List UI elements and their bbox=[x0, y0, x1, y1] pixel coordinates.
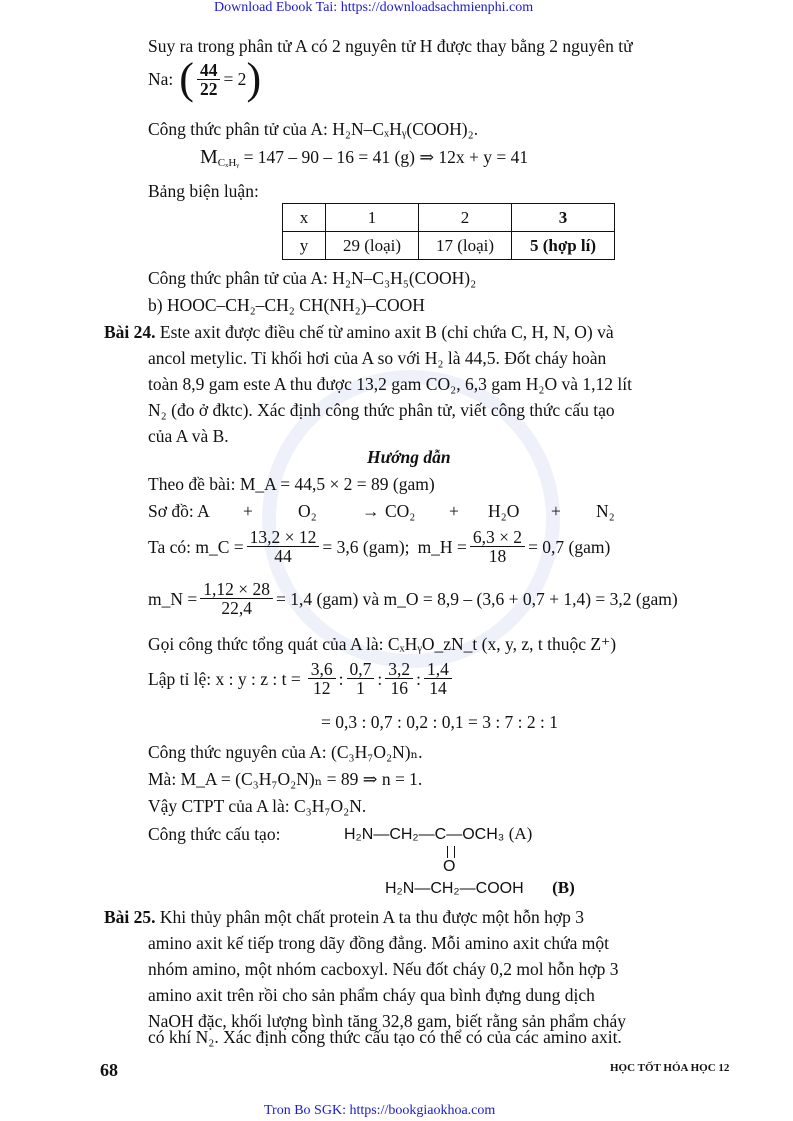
general-formula: Gọi công thức tổng quát của A là: CₓHᵧO_zN_t (x, y, z, t thuộc Z⁺) bbox=[148, 634, 617, 654]
fraction-result: = 2 bbox=[223, 69, 247, 89]
ctct-label: Công thức cấu tạo: bbox=[148, 824, 281, 844]
bai25-line-1: Bài 25. Khi thủy phân một chất protein A ta thu được một hỗn hợp 3 bbox=[104, 907, 585, 927]
formula-label: Công thức phân tử của A: H₂N–CₓHᵧ(COOH)₂. bbox=[148, 119, 479, 139]
table-cell: 29 (loại) bbox=[326, 232, 419, 260]
bai24-line-1: Bài 24. Este axit được điều chế từ amino axit B (chỉ chứa C, H, N, O) và bbox=[104, 322, 614, 342]
result-part-b: b) HOOC–CH₂–CH₂ CH(NH₂)–COOH bbox=[148, 295, 425, 315]
structure-b: H₂N—CH₂—COOH (B) bbox=[385, 878, 575, 897]
table-cell: 17 (loại) bbox=[419, 232, 512, 260]
intro-na-fraction: Na: ( $\frac{44}{22}$ = 2 ) bbox=[148, 54, 262, 103]
bai24-line-4: N₂ (đo ở đktc). Xác định công thức phân tử, viết công thức cấu tạo bbox=[148, 400, 615, 420]
ratio-result: = 0,3 : 0,7 : 0,2 : 0,1 = 3 : 7 : 2 : 1 bbox=[321, 712, 559, 732]
ctpt-line: Vậy CTPT của A là: C₃H₇O₂N. bbox=[148, 796, 367, 816]
bai25-line-2: amino axit kế tiếp trong dãy đồng đẳng. Mỗi amino axit chứa một bbox=[148, 933, 609, 953]
table-cell: 1 bbox=[326, 204, 419, 232]
mass-n-o-line: m_N = $\frac{1,12 \times 28}{22,4}$ = 1,4 (gam) và m_O = 8,9 – (3,6 + 0,7 + 1,4) = 3,2 (gam) bbox=[148, 579, 678, 618]
footer-sgk-link[interactable]: Tron Bo SGK: https://bookgiaokhoa.com bbox=[264, 1103, 496, 1118]
mass-c-h-line: Ta có: m_C = $\frac{13,2 \times 12}{44}$ = 3,6 (gam); m_H = $\frac{6,3 \times 2}{18}$ = 0,7 (gam) bbox=[148, 527, 611, 566]
table-cell: 2 bbox=[419, 204, 512, 232]
running-title: HỌC TỐT HÓA HỌC 12 bbox=[610, 1062, 730, 1074]
bai24-line-5: của A và B. bbox=[148, 426, 229, 446]
table-cell: 5 (hợp lí) bbox=[512, 232, 615, 260]
bai25-line-5: NaOH đặc, khối lượng bình tăng 32,8 gam, biết rằng sản phẩm cháy bbox=[148, 1011, 627, 1031]
bai24-label: Bài 24. bbox=[104, 322, 156, 342]
bai25-line-4: amino axit trên rồi cho sản phẩm cháy qua bình đựng dung dịch bbox=[148, 985, 595, 1005]
structure-oxygen: O bbox=[443, 858, 456, 875]
fraction-mn: $\frac{1,12 \times 28}{22,4}$ bbox=[200, 580, 273, 617]
fraction-44-22: $\frac{44}{22}$ bbox=[197, 61, 221, 98]
table-row bbox=[283, 232, 615, 260]
header-download-link[interactable]: Download Ebook Tai: https://downloadsachmienphi.com bbox=[214, 0, 534, 15]
table-cell: 3 bbox=[512, 204, 615, 232]
molar-mass-line: Mà: M_A = (C₃H₇O₂N)ₙ = 89 ⇒ n = 1. bbox=[148, 769, 423, 789]
result-formula-a: Công thức phân tử của A: H₂N–C₃H₅(COOH)₂ bbox=[148, 268, 477, 288]
solution-heading: Hướng dẫn bbox=[367, 447, 451, 467]
bai24-line-2: ancol metylic. Tỉ khối hơi của A so với H₂ là 44,5. Đốt cháy hoàn bbox=[148, 348, 607, 368]
table-cell: y bbox=[283, 232, 326, 260]
solution-theo: Theo đề bài: M_A = 44,5 × 2 = 89 (gam) bbox=[148, 474, 435, 494]
table-label: Bảng biện luận: bbox=[148, 181, 259, 201]
fraction-mh: $\frac{6,3 \times 2}{18}$ bbox=[470, 528, 525, 565]
page-number: 68 bbox=[100, 1060, 118, 1080]
empirical-formula: Công thức nguyên của A: (C₃H₇O₂N)ₙ. bbox=[148, 742, 423, 762]
structure-a: H₂N—CH₂—C—OCH₃ (A) bbox=[344, 824, 533, 843]
double-bond bbox=[447, 846, 455, 858]
bien-luan-table bbox=[282, 203, 615, 260]
fraction-mc: $\frac{13,2 \times 12}{44}$ bbox=[247, 528, 320, 565]
na-prefix: Na: bbox=[148, 69, 174, 89]
bai25-label: Bài 25. bbox=[104, 907, 156, 927]
intro-line-1: Suy ra trong phân tử A có 2 nguyên tử H được thay bằng 2 nguyên tử bbox=[148, 36, 633, 56]
bai24-line-3: toàn 8,9 gam este A thu được 13,2 gam CO₂, 6,3 gam H₂O và 1,12 lít bbox=[148, 374, 632, 394]
ratio-line: Lập tỉ lệ: x : y : z : t = $\frac{3,6}{12}$ : $\frac{0,7}{1}$ : $\frac{3,2}{16}$ : $\frac{1,4}{14}$ bbox=[148, 660, 455, 697]
bai25-line-6: có khí N₂. Xác định công thức cấu tạo có thể có của các amino axit. bbox=[148, 1027, 622, 1047]
table-row bbox=[283, 204, 615, 232]
bai25-line-3: nhóm amino, một nhóm cacboxyl. Nếu đốt cháy 0,2 mol hỗn hợp 3 bbox=[148, 959, 619, 979]
mass-equation: $M_{C_xHᵧ} = 147 - 90 - 16 = 41$ (g) ⇒ 12x + y = 41 bbox=[200, 146, 529, 169]
table-cell: x bbox=[283, 204, 326, 232]
